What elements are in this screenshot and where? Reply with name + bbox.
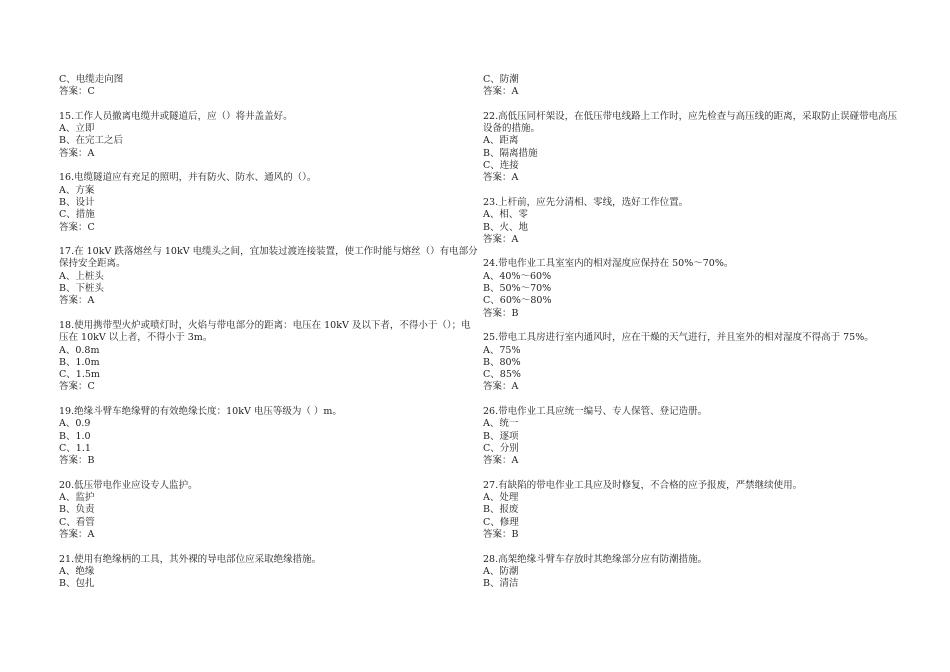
option-line: A、处理 bbox=[483, 492, 519, 504]
option-line: A、绝缘 bbox=[59, 565, 95, 577]
option-line: B、50%～70% bbox=[483, 283, 552, 295]
answer-line: 答案：A bbox=[483, 86, 519, 98]
option-line: B、清洁 bbox=[483, 578, 519, 590]
carry-over-block bbox=[483, 74, 903, 99]
question-21 bbox=[59, 554, 479, 591]
option-line: A、立即 bbox=[59, 123, 95, 135]
option-line: A、防潮 bbox=[483, 565, 519, 577]
answer-line: 答案：A bbox=[59, 528, 95, 540]
question-stem: 28.高架绝缘斗臂车存放时其绝缘部分应有防潮措施。 bbox=[483, 553, 708, 565]
option-line: C、防潮 bbox=[483, 74, 519, 85]
answer-line: 答案：B bbox=[483, 528, 519, 540]
answer-line: 答案：B bbox=[59, 455, 95, 467]
option-line: B、报废 bbox=[483, 504, 519, 516]
question-27 bbox=[483, 480, 903, 541]
question-stem: 18.使用携带型火炉或喷灯时，火焰与带电部分的距离：电压在 10kV 及以下者，不得小于（）；电压在 10kV 以上者，不得小于 3m。 bbox=[59, 319, 471, 344]
question-22 bbox=[483, 111, 903, 185]
option-line: C、电缆走向图 bbox=[59, 74, 124, 85]
option-line: A、监护 bbox=[59, 492, 95, 504]
option-line: B、1.0 bbox=[59, 430, 91, 442]
answer-line: 答案：C bbox=[59, 221, 95, 233]
option-line: B、火、地 bbox=[483, 221, 528, 233]
answer-line: 答案：B bbox=[483, 307, 519, 319]
option-line: C、85% bbox=[483, 369, 521, 381]
option-line: A、40%～60% bbox=[483, 270, 552, 282]
question-28 bbox=[483, 554, 903, 591]
answer-line: 答案：A bbox=[483, 172, 519, 184]
question-26 bbox=[483, 406, 903, 467]
question-stem: 17.在 10kV 跌落熔丝与 10kV 电缆头之间，宜加装过渡连接装置，使工作时能与熔丝（）有电部分保持安全距离。 bbox=[59, 246, 478, 270]
question-stem: 25.带电工具房进行室内通风时，应在干燥的天气进行，并且室外的相对湿度不得高于 75%。 bbox=[483, 332, 874, 344]
question-18 bbox=[59, 320, 479, 394]
question-stem: 23.上杆前，应先分清相、零线，选好工作位置。 bbox=[483, 196, 689, 208]
option-line: C、修理 bbox=[483, 516, 519, 528]
option-line: B、设计 bbox=[59, 196, 95, 208]
question-16 bbox=[59, 172, 479, 233]
question-20 bbox=[59, 480, 479, 541]
option-line: C、看管 bbox=[59, 516, 95, 528]
question-25 bbox=[483, 332, 903, 393]
option-line: A、统一 bbox=[483, 418, 519, 430]
option-line: C、60%～80% bbox=[483, 295, 552, 307]
option-line: A、0.9 bbox=[59, 418, 91, 430]
option-line: A、上桩头 bbox=[59, 270, 104, 282]
question-15 bbox=[59, 111, 479, 160]
option-line: C、连接 bbox=[483, 160, 519, 172]
question-19 bbox=[59, 406, 479, 467]
question-stem: 26.带电作业工具应统一编号、专人保管、登记造册。 bbox=[483, 406, 708, 418]
answer-line: 答案：C bbox=[59, 381, 95, 393]
carry-over-block bbox=[59, 74, 479, 99]
answer-line: 答案：A bbox=[59, 147, 95, 159]
question-stem: 21.使用有绝缘柄的工具，其外裸的导电部位应采取绝缘措施。 bbox=[59, 553, 322, 565]
question-23 bbox=[483, 197, 903, 246]
question-stem: 15.工作人员撤离电缆井或隧道后，应（）将井盖盖好。 bbox=[59, 110, 293, 122]
answer-line: 答案：C bbox=[59, 86, 95, 98]
question-17 bbox=[59, 246, 479, 307]
option-line: B、在完工之后 bbox=[59, 135, 123, 147]
option-line: C、分别 bbox=[483, 442, 519, 454]
answer-line: 答案：A bbox=[59, 295, 95, 307]
answer-line: 答案：A bbox=[483, 233, 519, 245]
option-line: A、相、零 bbox=[483, 209, 528, 221]
right-column bbox=[483, 74, 903, 590]
option-line: A、距离 bbox=[483, 135, 519, 147]
question-stem: 22.高低压同杆架设，在低压带电线路上工作时，应先检查与高压线的距离，采取防止误碰带电高压设备的措施。 bbox=[483, 110, 898, 135]
option-line: B、隔离措施 bbox=[483, 147, 538, 159]
option-line: C、1.1 bbox=[59, 442, 91, 454]
option-line: B、负责 bbox=[59, 504, 95, 516]
question-24 bbox=[483, 258, 903, 319]
answer-line: 答案：A bbox=[483, 455, 519, 467]
option-line: A、75% bbox=[483, 344, 521, 356]
answer-line: 答案：A bbox=[483, 381, 519, 393]
left-column bbox=[59, 74, 479, 590]
option-line: B、80% bbox=[483, 356, 521, 368]
option-line: B、包扎 bbox=[59, 578, 95, 590]
question-stem: 24.带电作业工具室室内的相对湿度应保持在 50%～70%。 bbox=[483, 258, 734, 270]
question-stem: 20.低压带电作业应设专人监护。 bbox=[59, 479, 198, 491]
option-line: A、0.8m bbox=[59, 344, 100, 356]
question-stem: 19.绝缘斗臂车绝缘臂的有效绝缘长度：10kV 电压等级为（ ）m。 bbox=[59, 406, 342, 418]
option-line: B、下桩头 bbox=[59, 283, 104, 295]
option-line: B、逐项 bbox=[483, 430, 519, 442]
option-line: A、方案 bbox=[59, 184, 95, 196]
question-stem: 27.有缺陷的带电作业工具应及时修复，不合格的应予报废，严禁继续使用。 bbox=[483, 479, 803, 491]
option-line: C、措施 bbox=[59, 209, 95, 221]
option-line: C、1.5m bbox=[59, 369, 100, 381]
question-stem: 16.电缆隧道应有充足的照明，并有防火、防水、通风的（）。 bbox=[59, 172, 317, 184]
option-line: B、1.0m bbox=[59, 356, 100, 368]
